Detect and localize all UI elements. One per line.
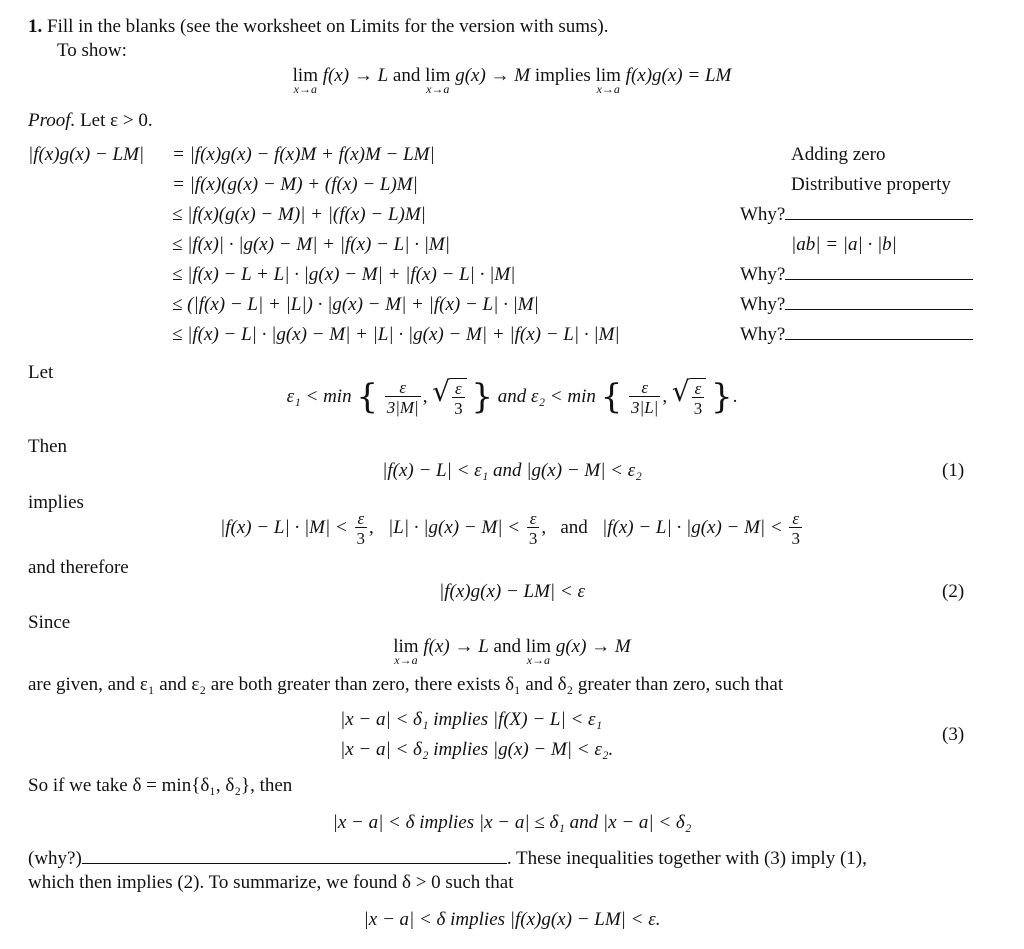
limit-statement: lim x→a f(x) → L and lim x→a g(x) → M implies lim x→a f(x)g(x) = LM — [292, 65, 732, 96]
final-statement: |x − a| < δ implies |f(x)g(x) − LM| < ε. — [363, 909, 661, 930]
g-limit-expr: g(x) → M — [455, 65, 531, 86]
why-blank-1[interactable]: Why? — [740, 204, 973, 226]
equation-number-3: (3) — [942, 724, 965, 745]
delta-implication: |x − a| < δ implies |x − a| ≤ δ₁ and |x − a| < δ₂ — [332, 812, 692, 833]
fg-limit-expr: f(x)g(x) = LM — [625, 65, 732, 86]
lim-g: lim x→a — [425, 65, 451, 96]
reason-abs-product: |ab| = |a| · |b| — [791, 234, 897, 255]
problem-number: 1. — [28, 16, 43, 37]
chain-step-6: ≤ (|f(x) − L| + |L|) · |g(x) − M| + |f(x) − L| · |M| — [172, 294, 539, 315]
let-word: Let — [28, 362, 54, 383]
problem-header — [28, 16, 608, 38]
why-blank-5[interactable]: (why?) . These inequalities together with (3) imply (1), — [28, 848, 867, 869]
delta-choice: So if we take δ = min{δ₁, δ₂}, then — [28, 775, 293, 796]
why-blank-4[interactable]: Why? — [740, 324, 973, 346]
chain-step-5: ≤ |f(x) − L + L| · |g(x) − M| + |f(x) − L| · |M| — [172, 264, 516, 285]
sqrt-eps-over-3: √ $\frac{\varepsilon}{3}$ — [432, 378, 466, 417]
answer-line[interactable] — [785, 308, 973, 310]
therefore-word: and therefore — [28, 557, 129, 578]
then-word: Then — [28, 436, 68, 457]
sqrt-eps-over-3-b: √ $\frac{\varepsilon}{3}$ — [672, 378, 706, 417]
epsilon-definitions: ε₁ < min { $\frac{\varepsilon}{3|M|}$ , √ $\frac{\varepsilon}{3}$ } and ε₂ < min { $\frac{\varepsilon}{3|L|}$ , √ $\frac{\varepsilon}{3}$ }. — [286, 375, 738, 418]
reason-distributive: Distributive property — [791, 174, 951, 195]
lim-f: lim x→a — [292, 65, 318, 96]
answer-line[interactable] — [82, 862, 507, 864]
chain-lhs: |f(x)g(x) − LM| — [28, 144, 145, 165]
answer-line[interactable] — [785, 218, 973, 220]
reason-adding-zero: Adding zero — [791, 144, 886, 165]
to-show-label: To show: — [57, 40, 127, 61]
proof-intro — [28, 110, 153, 132]
answer-line[interactable] — [785, 338, 973, 340]
let-epsilon: Let ε > 0. — [80, 110, 153, 131]
problem-instruction: Fill in the blanks (see the worksheet on Limits for the version with sums). — [47, 16, 609, 37]
given-sentence: are given, and ε₁ and ε₂ are both greater than zero, there exists δ₁ and δ₂ greater than zero, such that — [28, 674, 784, 695]
delta1-implication: |x − a| < δ₁ implies |f(X) − L| < ε₁ — [340, 709, 603, 730]
equation-number-2: (2) — [942, 581, 965, 602]
why-blank-3[interactable]: Why? — [740, 294, 973, 316]
lim-fg: lim x→a — [595, 65, 621, 96]
proof-label: Proof. — [28, 110, 76, 131]
equation-1: |f(x) − L| < ε₁ and |g(x) − M| < ε₂ — [382, 460, 642, 481]
eps-over-3M: $\frac{\varepsilon}{3|M|}$ — [386, 378, 419, 417]
three-inequalities: |f(x) − L| · |M| < $\frac{\varepsilon}{3}$ , |L| · |g(x) − M| < $\frac{\varepsilon}{3}$ , and |f(x) − L| · |g(x) − M| < $\frac{\varepsilon}{3}$ — [220, 509, 800, 548]
chain-step-4: ≤ |f(x)| · |g(x) − M| + |f(x) − L| · |M| — [172, 234, 450, 255]
chain-step-3: ≤ |f(x)(g(x) − M)| + |(f(x) − L)M| — [172, 204, 426, 225]
eps-over-3L: $\frac{\varepsilon}{3|L|}$ — [631, 378, 659, 417]
since-word: Since — [28, 612, 71, 633]
chain-step-7: ≤ |f(x) − L| · |g(x) − M| + |L| · |g(x) − M| + |f(x) − L| · |M| — [172, 324, 620, 345]
equation-number-1: (1) — [942, 460, 965, 481]
delta2-implication: |x − a| < δ₂ implies |g(x) − M| < ε₂. — [340, 739, 614, 760]
chain-step-2: = |f(x)(g(x) − M) + (f(x) − L)M| — [172, 174, 418, 195]
summary-line: which then implies (2). To summarize, we found δ > 0 such that — [28, 872, 514, 893]
chain-step-1: = |f(x)g(x) − f(x)M + f(x)M − LM| — [172, 144, 435, 165]
answer-line[interactable] — [785, 278, 973, 280]
given-limits: lim x→a f(x) → L and lim x→a g(x) → M — [393, 636, 631, 667]
equation-2: |f(x)g(x) − LM| < ε — [439, 581, 585, 602]
f-limit-expr: f(x) → L — [322, 65, 389, 86]
implies-word: implies — [28, 492, 84, 513]
why-blank-2[interactable]: Why? — [740, 264, 973, 286]
